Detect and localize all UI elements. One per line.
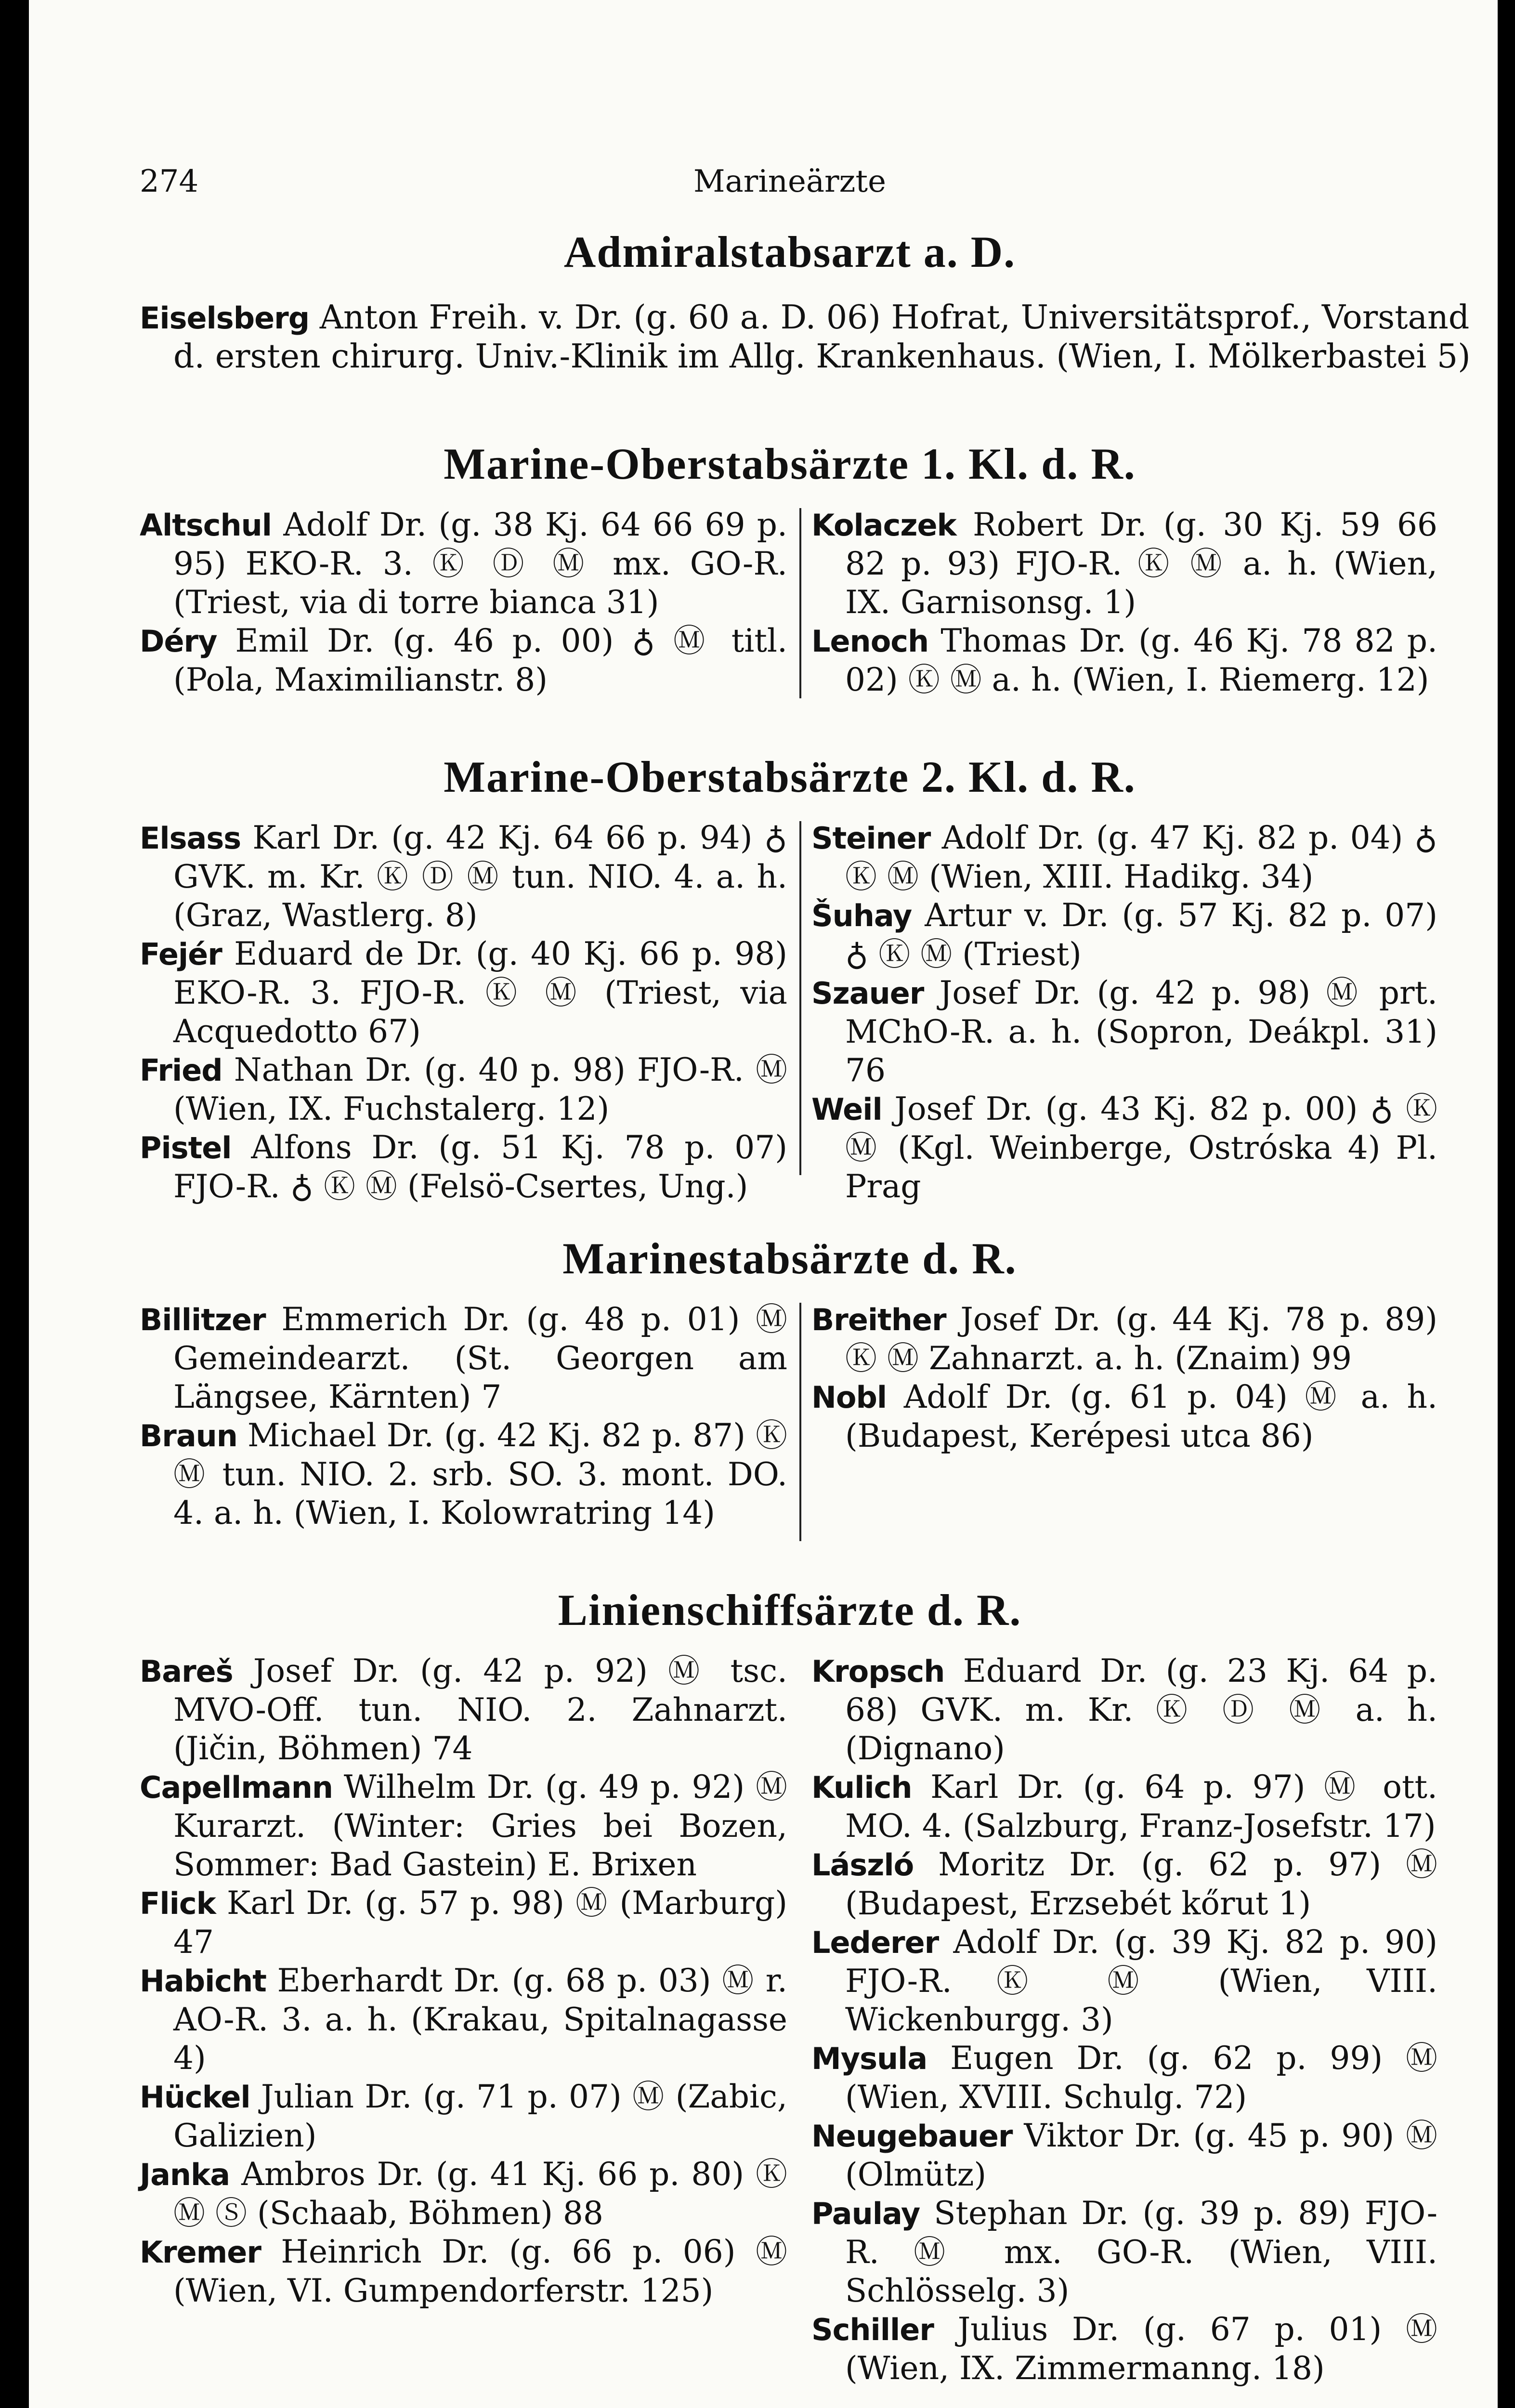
entry-name: Janka <box>140 2157 230 2192</box>
directory-entry <box>140 1884 787 1962</box>
entry-text: Heinrich Dr. (g. 66 p. 06) Ⓜ (Wien, VI. Gumpendorferstr. 125) <box>173 2233 787 2309</box>
entry-text: Karl Dr. (g. 64 p. 97) Ⓜ ott. MO. 4. (Salzburg, Franz-Josefstr. 17) <box>845 1768 1437 1845</box>
entry-text: Ambros Dr. (g. 41 Kj. 66 p. 80) Ⓚ Ⓜ Ⓢ (Schaab, Böhmen) 88 <box>173 2156 787 2232</box>
entry-text: Thomas Dr. (g. 46 Kj. 78 82 p. 02) Ⓚ Ⓜ a. h. (Wien, I. Riemerg. 12) <box>845 622 1437 698</box>
entry-text: Josef Dr. (g. 42 p. 92) Ⓜ tsc. MVO-Off. tun. NIO. 2. Zahnarzt. (Jičin, Böhmen) 74 <box>173 1652 787 1767</box>
entry-name: Capellmann <box>140 1770 333 1805</box>
directory-entry <box>140 1652 787 1768</box>
right-column <box>811 819 1437 1206</box>
directory-entry <box>140 1416 787 1532</box>
directory-entry <box>811 1923 1437 2039</box>
directory-entry <box>140 1962 787 2078</box>
directory-entry <box>811 1768 1437 1845</box>
section-title: Linienschiffsärzte d. R. <box>558 1585 1022 1635</box>
entry-text: Anton Freih. v. Dr. (g. 60 a. D. 06) Hofrat, Universitätsprof., Vorstand d. ersten chirurg. Univ.-Klinik im Allg. Krankenhaus. (Wien, I. Mölkerbastei 5) <box>173 299 1471 376</box>
entry-text: Stephan Dr. (g. 39 p. 89) FJO-R. Ⓜ mx. GO-R. (Wien, VIII. Schlösselg. 3) <box>845 2195 1438 2309</box>
entry-text: Eugen Dr. (g. 62 p. 99) Ⓜ (Wien, XVIII. Schulg. 72) <box>845 2040 1437 2116</box>
left-column <box>140 506 787 699</box>
directory-entry <box>140 299 1474 376</box>
entry-name: Pistel <box>140 1130 232 1165</box>
right-column <box>811 1300 1437 1455</box>
directory-entry <box>811 2039 1437 2117</box>
entry-name: Déry <box>140 624 217 659</box>
entry-name: Fried <box>140 1053 222 1088</box>
directory-entry <box>811 1378 1437 1455</box>
entry-name: Kropsch <box>811 1654 945 1689</box>
entry-name: Šuhay <box>811 898 912 933</box>
entry-name: Habicht <box>140 1963 266 1999</box>
entry-text: Julian Dr. (g. 71 p. 07) Ⓜ (Zabic, Galizien) <box>173 2078 787 2154</box>
entry-text: Nathan Dr. (g. 40 p. 98) FJO-R. Ⓜ (Wien, IX. Fuchstalerg. 12) <box>173 1051 787 1127</box>
left-column <box>140 1300 787 1532</box>
directory-entry <box>140 1300 787 1416</box>
section-title: Marinestabsärzte d. R. <box>562 1234 1017 1283</box>
directory-entry <box>140 2155 787 2233</box>
directory-entry <box>140 1768 787 1884</box>
entry-text: Wilhelm Dr. (g. 49 p. 92) Ⓜ Kurarzt. (Winter: Gries bei Bozen, Sommer: Bad Gastein) E. Brixen <box>173 1768 787 1883</box>
section-title: Admiralstabsarzt a. D. <box>563 227 1016 276</box>
entry-name: Lenoch <box>811 624 929 659</box>
entry-name: Weil <box>811 1092 882 1127</box>
entry-name: Mysula <box>811 2041 927 2076</box>
column-divider <box>799 508 801 698</box>
directory-entry <box>811 1090 1437 1206</box>
left-column <box>140 1652 787 2310</box>
entry-name: Paulay <box>811 2196 920 2231</box>
directory-page <box>29 0 1498 2408</box>
directory-entry <box>811 2194 1437 2310</box>
entry-text: Adolf Dr. (g. 38 Kj. 64 66 69 p. 95) EKO-R. 3. Ⓚ Ⓓ Ⓜ mx. GO-R. (Triest, via di torre bianca 31) <box>173 506 787 621</box>
directory-entry <box>811 506 1437 622</box>
entry-name: Steiner <box>811 821 931 856</box>
directory-entry <box>811 1300 1437 1378</box>
section-title: Marine-Oberstabsärzte 1. Kl. d. R. <box>444 439 1136 488</box>
entry-name: Altschul <box>140 508 272 543</box>
directory-entry <box>811 2117 1437 2194</box>
column-divider <box>799 821 801 1175</box>
directory-entry <box>140 506 787 622</box>
entry-name: László <box>811 1847 914 1883</box>
section-title: Marine-Oberstabsärzte 2. Kl. d. R. <box>444 752 1136 801</box>
entry-name: Braun <box>140 1418 237 1453</box>
entry-text: Robert Dr. (g. 30 Kj. 59 66 82 p. 93) FJO-R. Ⓚ Ⓜ a. h. (Wien, IX. Garnisonsg. 1) <box>845 506 1437 621</box>
entry-text: Eduard Dr. (g. 23 Kj. 64 p. 68) GVK. m. Kr. Ⓚ Ⓓ Ⓜ a. h. (Dignano) <box>845 1652 1437 1767</box>
directory-entry <box>811 622 1437 699</box>
entry-name: Kolaczek <box>811 508 956 543</box>
entry-text: Emmerich Dr. (g. 48 p. 01) Ⓜ Gemeindearzt. (St. Georgen am Längsee, Kärnten) 7 <box>173 1301 788 1415</box>
directory-entry <box>811 896 1437 974</box>
directory-entry <box>811 1652 1437 1768</box>
entry-name: Kulich <box>811 1770 912 1805</box>
entry-text: Eberhardt Dr. (g. 68 p. 03) Ⓜ r. AO-R. 3. a. h. (Krakau, Spitalnagasse 4) <box>173 1962 788 2077</box>
directory-entry <box>140 1051 787 1128</box>
entry-text: Eduard de Dr. (g. 40 Kj. 66 p. 98) EKO-R. 3. FJO-R. Ⓚ Ⓜ (Triest, via Acquedotto 67) <box>173 935 788 1050</box>
directory-entry <box>140 2233 787 2310</box>
directory-entry <box>140 819 787 935</box>
entry-name: Lederer <box>811 1925 939 1960</box>
entry-text: Julius Dr. (g. 67 p. 01) Ⓜ (Wien, IX. Zimmermanng. 18) <box>845 2311 1437 2387</box>
entry-text: Adolf Dr. (g. 61 p. 04) Ⓜ a. h. (Budapest, Kerépesi utca 86) <box>845 1378 1437 1454</box>
directory-entry <box>140 622 787 699</box>
entry-text: Karl Dr. (g. 57 p. 98) Ⓜ (Marburg) 47 <box>173 1885 787 1961</box>
entry-text: Josef Dr. (g. 44 Kj. 78 p. 89) Ⓚ Ⓜ Zahnarzt. a. h. (Znaim) 99 <box>845 1301 1437 1377</box>
right-column <box>811 506 1437 699</box>
entry-text: Viktor Dr. (g. 45 p. 90) Ⓜ (Olmütz) <box>845 2117 1437 2193</box>
entry-text: Josef Dr. (g. 42 p. 98) Ⓜ prt. MChO-R. a. h. (Sopron, Deákpl. 31) 76 <box>845 974 1438 1089</box>
entry-name: Bareš <box>140 1654 233 1689</box>
entry-name: Breither <box>811 1302 946 1337</box>
entry-text: Karl Dr. (g. 42 Kj. 64 66 p. 94) ♁ GVK. m. Kr. Ⓚ Ⓓ Ⓜ tun. NIO. 4. a. h. (Graz, Wastlerg. 8) <box>173 819 787 934</box>
directory-entry <box>811 2310 1437 2388</box>
column-divider <box>799 1303 801 1541</box>
directory-entry <box>811 819 1437 896</box>
entry-text: Adolf Dr. (g. 47 Kj. 82 p. 04) ♁ Ⓚ Ⓜ (Wien, XIII. Hadikg. 34) <box>845 819 1437 895</box>
page-number: 274 <box>140 164 199 199</box>
entry-text: Emil Dr. (g. 46 p. 00) ♁ Ⓜ titl. (Pola, Maximilianstr. 8) <box>173 622 787 698</box>
entry-text: Moritz Dr. (g. 62 p. 97) Ⓜ (Budapest, Erzsebét kőrut 1) <box>845 1846 1437 1922</box>
entry-text: Josef Dr. (g. 43 Kj. 82 p. 00) ♁ Ⓚ Ⓜ (Kgl. Weinberge, Ostróska 4) Pl. Prag <box>845 1090 1437 1205</box>
entry-text: Adolf Dr. (g. 39 Kj. 82 p. 90) FJO-R. Ⓚ Ⓜ (Wien, VIII. Wickenburgg. 3) <box>845 1924 1438 2038</box>
entry-name: Schiller <box>811 2312 934 2347</box>
entry-name: Billitzer <box>140 1302 266 1337</box>
entry-name: Nobl <box>811 1380 887 1415</box>
running-title: Marineärzte <box>693 164 886 199</box>
entry-text: Alfons Dr. (g. 51 Kj. 78 p. 07) FJO-R. ♁ Ⓚ Ⓜ (Felsö-Csertes, Ung.) <box>173 1129 788 1205</box>
entry-text: Artur v. Dr. (g. 57 Kj. 82 p. 07) ♁ Ⓚ Ⓜ (Triest) <box>845 897 1437 973</box>
directory-entry <box>811 1845 1437 1923</box>
entry-name: Hückel <box>140 2080 250 2115</box>
entry-name: Flick <box>140 1886 216 1921</box>
directory-entry <box>140 935 787 1051</box>
entry-text: Michael Dr. (g. 42 Kj. 82 p. 87) Ⓚ Ⓜ tun. NIO. 2. srb. SO. 3. mont. DO. 4. a. h. (Wien, I. Kolowratring 14) <box>173 1417 787 1531</box>
page-header <box>140 164 1440 202</box>
left-column <box>140 819 787 1206</box>
entry-name: Neugebauer <box>811 2119 1013 2154</box>
directory-entry <box>140 1128 787 1206</box>
entry-name: Szauer <box>811 976 924 1011</box>
directory-entry <box>140 2078 787 2155</box>
entry-name: Kremer <box>140 2235 261 2270</box>
right-column <box>811 1652 1437 2388</box>
entry-name: Elsass <box>140 821 241 856</box>
entry-name: Fejér <box>140 937 222 972</box>
directory-entry <box>811 974 1437 1090</box>
entry-name: Eiselsberg <box>140 301 310 336</box>
